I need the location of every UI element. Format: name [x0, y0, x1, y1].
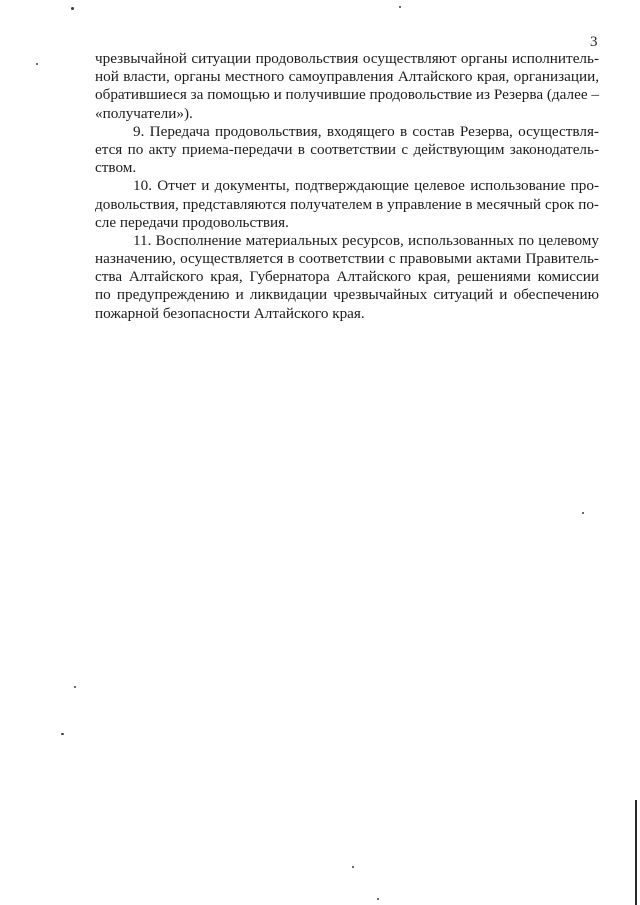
- text-line: ства Алтайского края, Губернатора Алтайского края, решениями комиссии: [95, 268, 599, 286]
- text-line: «получатели»).: [95, 104, 193, 122]
- document-body: [95, 50, 599, 323]
- text-line: довольствия, представляются получателем в управление в месячный срок по-: [95, 195, 599, 213]
- text-line: ной власти, органы местного самоуправления Алтайского края, организации,: [95, 68, 599, 86]
- scan-speck: [71, 7, 74, 10]
- paragraph-item-11: [95, 232, 599, 323]
- text-line: 10. Отчет и документы, подтверждающие целевое использование про-: [133, 177, 599, 195]
- text-line: обратившиеся за помощью и получившие продовольствие из Резерва (далее –: [95, 86, 599, 104]
- paragraph-1: [95, 50, 599, 123]
- scan-speck: [61, 733, 64, 735]
- text-line: 9. Передача продовольствия, входящего в состав Резерва, осуществля-: [133, 122, 599, 140]
- scan-speck: [74, 686, 76, 688]
- scan-speck: [399, 6, 401, 8]
- text-line: сле передачи продовольствия.: [95, 213, 289, 231]
- text-line: назначению, осуществляется в соответствии с правовыми актами Правитель-: [95, 250, 599, 268]
- paragraph-item-9: [95, 123, 599, 178]
- paragraph-item-10: [95, 177, 599, 232]
- page-number: 3: [590, 34, 598, 50]
- text-line: 11. Восполнение материальных ресурсов, использованных по целевому: [133, 231, 599, 249]
- text-line: ется по акту приема-передачи в соответствии с действующим законодатель-: [95, 140, 599, 158]
- text-line: по предупреждению и ликвидации чрезвычайных ситуаций и обеспечению: [95, 286, 599, 304]
- text-line: ством.: [95, 159, 137, 177]
- scan-speck: [352, 866, 354, 868]
- text-line: чрезвычайной ситуации продовольствия осуществляют органы исполнитель-: [95, 50, 599, 67]
- scan-speck: [36, 63, 38, 65]
- scan-speck: [377, 898, 379, 900]
- scan-edge: [635, 800, 637, 905]
- scan-speck: [582, 512, 584, 514]
- text-line: пожарной безопасности Алтайского края.: [95, 304, 365, 322]
